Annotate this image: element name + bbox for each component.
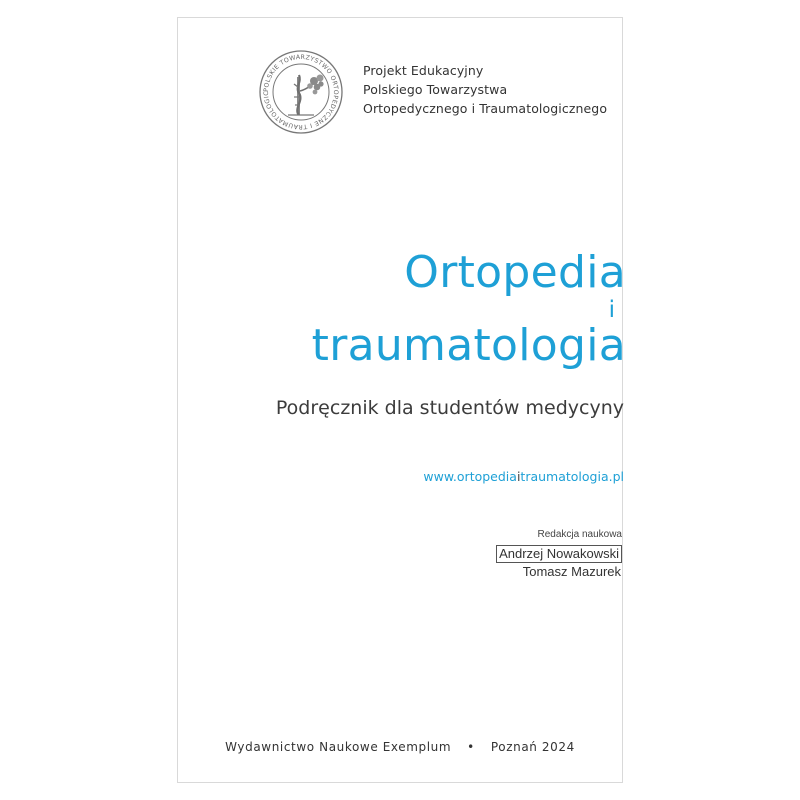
publisher-name: Wydawnictwo Naukowe Exemplum <box>225 740 452 754</box>
editors-label: Redakcja naukowa <box>537 529 622 540</box>
society-seal-logo <box>258 49 344 135</box>
place-year: Poznań 2024 <box>490 740 575 754</box>
url-part-2: i <box>516 469 521 484</box>
url-part-1: www.ortopedia <box>423 469 517 484</box>
publisher-footer <box>0 740 800 754</box>
book-subtitle: Podręcznik dla studentów medycyny <box>275 397 624 419</box>
seal-text: POLSKIE TOWARZYSTWO ORTOPEDYCZNE I TRAUMATOLOGIC <box>262 53 340 131</box>
title-line-2: traumatologia <box>311 320 626 371</box>
editor-name-1: Andrzej Nowakowski <box>496 545 622 563</box>
url-part-3: traumatologia.pl <box>520 469 624 484</box>
title-line-1: Ortopedia <box>404 247 626 298</box>
society-line-3: Ortopedycznego i Traumatologicznego <box>363 101 608 116</box>
book-title <box>312 247 626 371</box>
seal-icon <box>258 49 344 135</box>
society-line-2: Polskiego Towarzystwa <box>363 82 508 97</box>
footer-separator: • <box>467 740 475 754</box>
society-line-1: Projekt Edukacyjny <box>363 63 484 78</box>
editor-name-2: Tomasz Mazurek <box>522 564 621 579</box>
society-name <box>363 61 607 118</box>
website-url <box>423 469 624 484</box>
title-conjunction: i <box>608 297 615 323</box>
